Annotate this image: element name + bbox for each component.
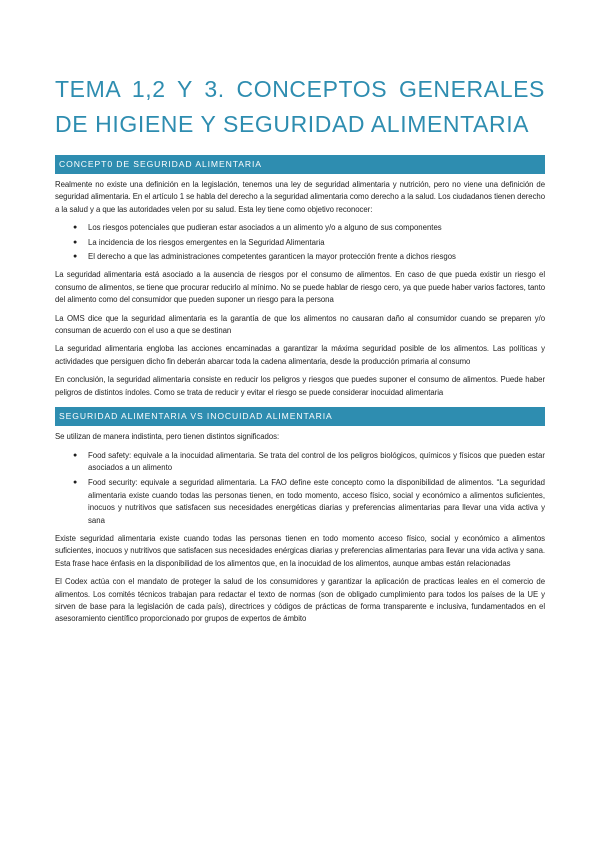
list-item-text: La incidencia de los riesgos emergentes en la Seguridad Alimentaria — [88, 237, 325, 247]
list-item — [73, 251, 545, 263]
list-item — [73, 237, 545, 249]
section-heading-seguridad-vs-inocuidad: SEGURIDAD ALIMENTARIA VS INOCUIDAD ALIMENTARIA — [55, 407, 545, 426]
paragraph: El Codex actúa con el mandato de proteger la salud de los consumidores y garantizar la aplicación de practicas leales en el comercio de alimentos. Los comités técnicos trabajan para redactar el texto de normas (son de obligado cumplimiento para todos los países de la UE y sirven de base para la legislación de cada país), directrices y códigos de prácticas de forma transparente e inclusiva, fundamentados en el asesoramiento científico proporcionado por grupos de expertos de ámbito — [55, 577, 545, 624]
section-1-bullet-list — [55, 222, 545, 263]
section-2-bullet-list — [55, 450, 545, 527]
list-item — [73, 222, 545, 234]
section-1-intro: Realmente no existe una definición en la legislación, tenemos una ley de seguridad alimentaria y nutrición, pero no viene una definición de seguridad alimentaria. En el artículo 1 se habla del derecho a la seguridad alimentaria como derecho a la salud. Los ciudadanos tienen derecho a la salud y a que las autoridades velen por su salud. Esta ley tiene como objetivo reconocer: — [55, 180, 545, 214]
paragraph: La seguridad alimentaria engloba las acciones encaminadas a garantizar la máxima seguridad posible de los alimentos. Las políticas y actividades que persiguen dicho fin deberán abarcar toda la cadena alimentaria, desde la producción primaria al consumo — [55, 344, 545, 366]
list-item-text: Los riesgos potenciales que pudieran estar asociados a un alimento y/o a alguno de sus componentes — [88, 223, 442, 233]
list-item-text: Food security: equivale a seguridad alimentaria. La FAO define este concepto como la disponibilidad de alimentos. “La seguridad alimentaria existe cuando todas las personas tienen, en todo momento, acceso físico, social y económico a alimentos suficientes, inocuos y nutritivos que satisfacen sus necesidades energéticas diarias y preferencias alimentarias para llevar una vida activa y sana — [88, 478, 545, 525]
list-item-text: Food safety: equivale a la inocuidad alimentaria. Se trata del control de los peligros biológicos, químicos y físicos que pueden estar asociados a un alimento — [88, 450, 545, 472]
paragraph: La OMS dice que la seguridad alimentaria es la garantía de que los alimentos no causaran daño al consumidor cuando se preparen y/o consuman de acuerdo con el uso a que se destinan — [55, 313, 545, 336]
document-body — [55, 72, 545, 632]
bullet-dot-icon: ● — [73, 253, 78, 261]
bullet-dot-icon: ● — [73, 224, 78, 232]
page-title: TEMA 1,2 Y 3. CONCEPTOS GENERALES DE HIGIENE Y SEGURIDAD ALIMENTARIA — [55, 76, 545, 137]
paragraph: Existe seguridad alimentaria existe cuando todas las personas tienen en todo momento acceso físico, social y económico a alimentos suficientes, inocuos y nutritivos que satisfacen sus necesidades enérgicas diarias y preferencias alimentarias para llevar una vida activa y sana. Esta frase hace énfasis en la disponibilidad de los alimentos que, en la inocuidad de los alimentos, aunque ambas están relacionadas — [55, 533, 545, 568]
paragraph: En conclusión, la seguridad alimentaria consiste en reducir los peligros y riesgos que puedes suponer el consumo de alimentos. Puede haber peligros de distintos índoles. Como se trata de reducir y evitar el riesgo se puede considerar inocuidad alimentaria — [55, 375, 545, 397]
list-item-text: El derecho a que las administraciones competentes garanticen la mayor protección frente a dichos riesgos — [88, 252, 456, 262]
list-item — [73, 477, 545, 527]
bullet-dot-icon: ● — [73, 479, 78, 487]
section-heading-seguridad-alimentaria: CONCEPT0 DE SEGURIDAD ALIMENTARIA — [55, 155, 545, 174]
paragraph: La seguridad alimentaria está asociado a la ausencia de riesgos por el consumo de alimentos. En caso de que pueda existir un riesgo el consumo de alimentos, se tiene que procurar reducirlo al mínimo. No se puede hablar de riesgo cero, ya que puede haber varios factores, tanto del alimento como del consumidor que pueden suponer un riesgo para la persona — [55, 270, 545, 305]
section-2-intro: Se utilizan de manera indistinta, pero tienen distintos significados: — [55, 432, 280, 442]
bullet-dot-icon: ● — [73, 238, 78, 246]
list-item — [73, 450, 545, 475]
bullet-dot-icon: ● — [73, 451, 78, 459]
